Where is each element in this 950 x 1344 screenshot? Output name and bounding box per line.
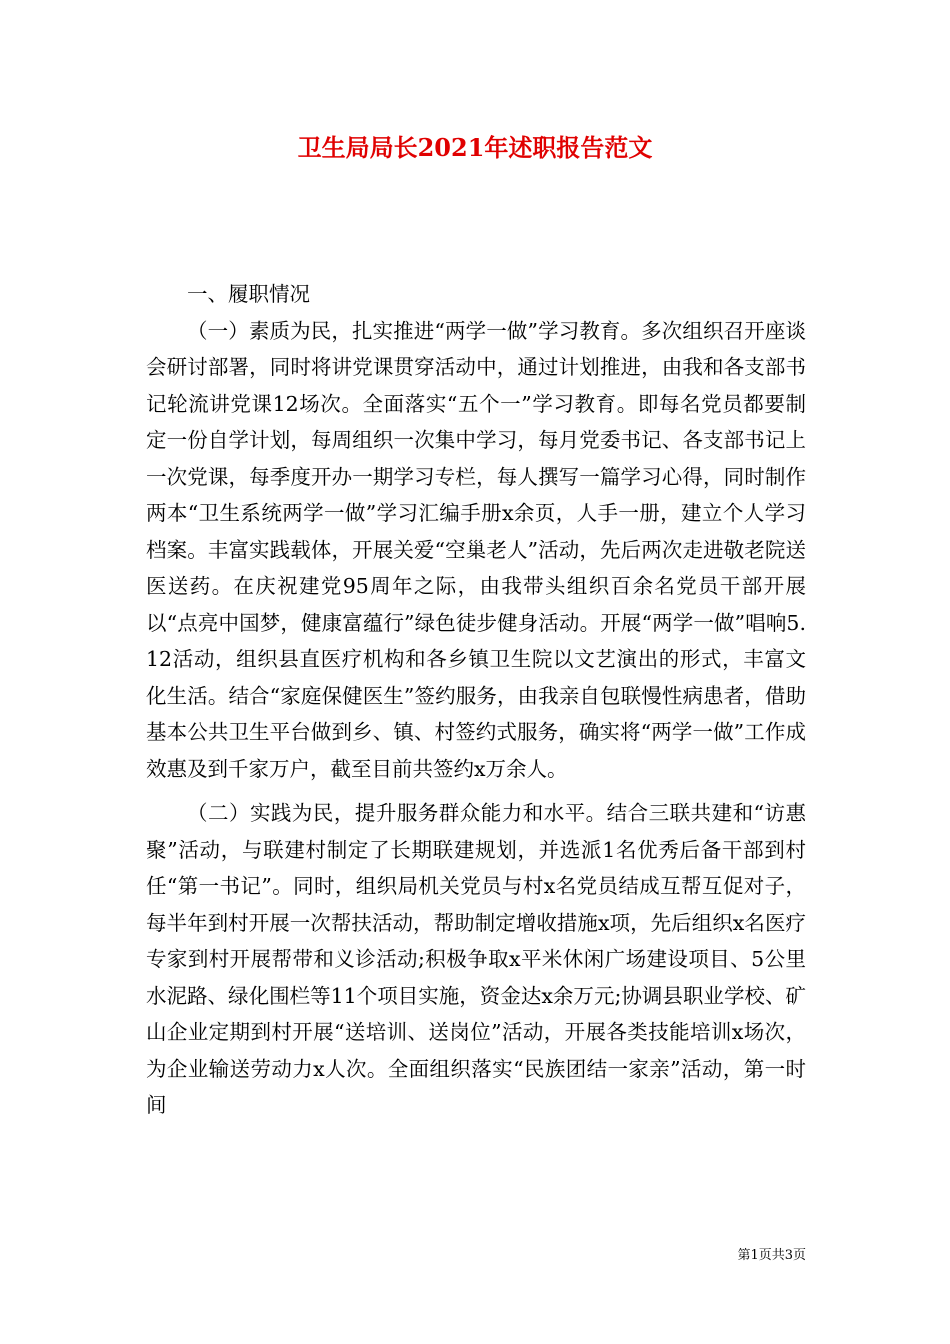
- section-heading: 一、履职情况: [187, 282, 310, 306]
- document-title: 卫生局局长2021年述职报告范文: [297, 133, 653, 162]
- document-body: [146, 276, 806, 1124]
- page-number: 第1页共3页: [737, 1248, 806, 1263]
- paragraph-2: （二）实践为民，提升服务群众能力和水平。结合三联共建和“访惠聚”活动，与联建村制定了长期联建规划，并选派1名优秀后备干部到村任“第一书记”。同时，组织局机关党员与村x名党员结成互帮互促对子，每半年到村开展一次帮扶活动，帮助制定增收措施x项，先后组织x名医疗专家到村开展帮带和义诊活动;积极争取x平米休闲广场建设项目、5公里水泥路、绿化围栏等11个项目实施，资金达x余万元;协调县职业学校、矿山企业定期到村开展“送培训、送岗位”活动，开展各类技能培训x场次，为企业输送劳动力x人次。全面组织落实“民族团结一家亲”活动，第一时间: [146, 801, 806, 1117]
- paragraph-1: （一）素质为民，扎实推进“两学一做”学习教育。多次组织召开座谈会研讨部署，同时将讲党课贯穿活动中，通过计划推进，由我和各支部书记轮流讲党课12场次。全面落实“五个一”学习教育。即每名党员都要制定一份自学计划，每周组织一次集中学习，每月党委书记、各支部书记上一次党课，每季度开办一期学习专栏，每人撰写一篇学习心得，同时制作两本“卫生系统两学一做”学习汇编手册x余页，人手一册，建立个人学习档案。丰富实践载体，开展关爱“空巢老人”活动，先后两次走进敬老院送医送药。在庆祝建党95周年之际，由我带头组织百余名党员干部开展以“点亮中国梦，健康富蕴行”绿色徒步健身活动。开展“两学一做”唱响5.12活动，组织县直医疗机构和各乡镇卫生院以文艺演出的形式，丰富文化生活。结合“家庭保健医生”签约服务，由我亲自包联慢性病患者，借助基本公共卫生平台做到乡、镇、村签约式服务，确实将“两学一做”工作成效惠及到千家万户，截至目前共签约x万余人。: [146, 318, 806, 781]
